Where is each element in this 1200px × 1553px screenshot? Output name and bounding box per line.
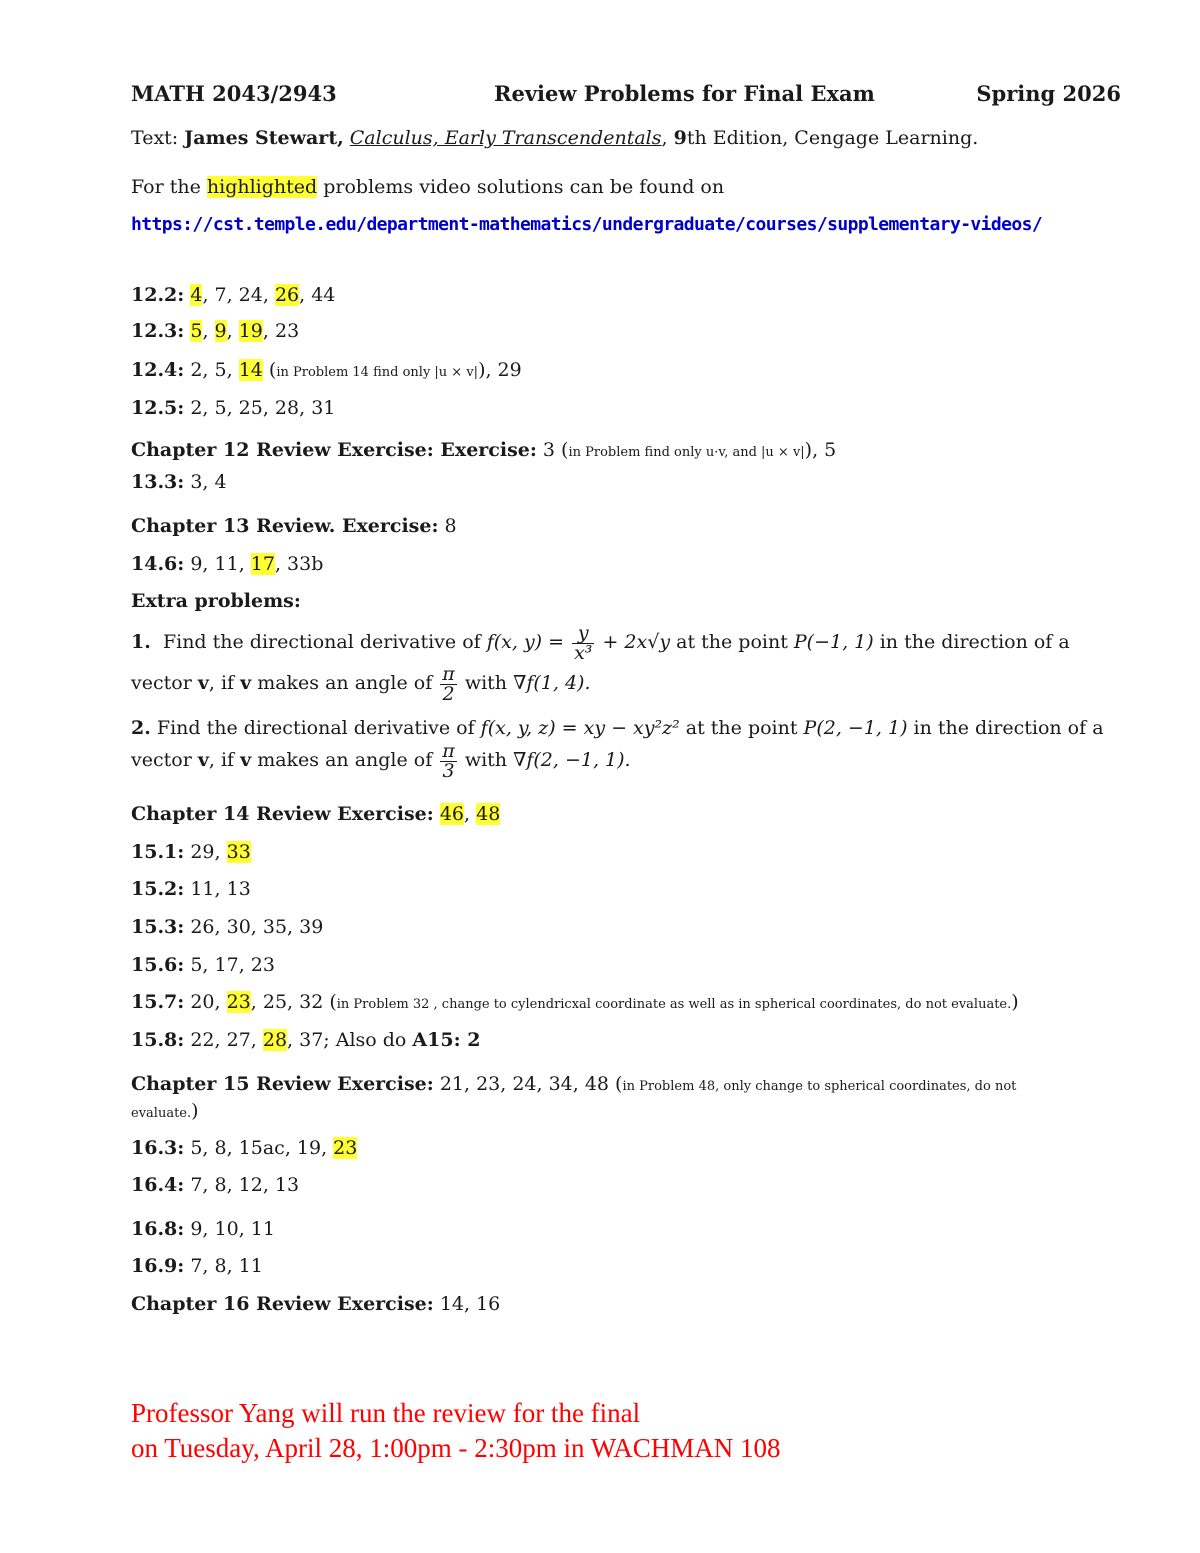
chapter-14-review: Chapter 14 Review Exercise: 46, 48: [131, 803, 501, 825]
section-12-2: 12.2: 4, 7, 24, 26, 44: [131, 284, 336, 306]
review-announcement-line1: Professor Yang will run the review for the final: [131, 1398, 641, 1428]
extra-problem-1-line1: 1. Find the directional derivative of f(x, y) = $\frac{y}{\text{x³}}$ + 2x√y at the point P(−1, 1) in the direction of a: [131, 621, 1070, 664]
review-announcement-line2: on Tuesday, April 28, 1:00pm - 2:30pm in WACHMAN 108: [131, 1433, 781, 1463]
chapter-15-review: Chapter 15 Review Exercise: 21, 23, 24, 34, 48 (in Problem 48, only change to spherical coordinates, do not: [131, 1073, 1017, 1095]
section-16-4: 16.4: 7, 8, 12, 13: [131, 1174, 300, 1196]
angle-fraction: $\frac{\pi}{2}$: [442, 662, 455, 705]
angle-fraction: $\frac{\pi}{3}$: [442, 739, 455, 782]
chapter-15-review-cont: evaluate.): [131, 1100, 199, 1122]
section-16-8: 16.8: 9, 10, 11: [131, 1218, 275, 1240]
textbook-title: Calculus, Early Transcendentals: [349, 127, 662, 149]
section-12-4: 12.4: 2, 5, 14 (in Problem 14 find only |u × v|), 29: [131, 359, 522, 381]
course-title: MATH 2043/2943: [131, 81, 337, 106]
highlight-sample: highlighted: [206, 176, 318, 198]
chapter-13-review: Chapter 13 Review. Exercise: 8: [131, 515, 457, 537]
section-15-3: 15.3: 26, 30, 35, 39: [131, 916, 324, 938]
chapter-16-review: Chapter 16 Review Exercise: 14, 16: [131, 1293, 501, 1315]
extra-problems-heading: Extra problems:: [131, 590, 301, 612]
extra-problem-1-line2: vector v, if v makes an angle of $\frac{\pi}{2}$ with ∇f(1, 4).: [131, 662, 591, 705]
term-label: Spring 2026: [976, 81, 1121, 106]
section-15-7: 15.7: 20, 23, 25, 32 (in Problem 32 , change to cylendricxal coordinate as well as in spherical coordinates, do not evaluate.): [131, 991, 1019, 1013]
intro-line: For the highlighted problems video solutions can be found on: [131, 176, 725, 198]
section-15-8: 15.8: 22, 27, 28, 37; Also do A15: 2: [131, 1029, 481, 1051]
extra-problem-2-line1: 2. Find the directional derivative of f(x, y, z) = xy − xy²z² at the point P(2, −1, 1) in the direction of a: [131, 717, 1104, 739]
section-15-2: 15.2: 11, 13: [131, 878, 251, 900]
textbook-author: James Stewart,: [184, 127, 344, 149]
section-16-9: 16.9: 7, 8, 11: [131, 1255, 263, 1277]
chapter-12-review: Chapter 12 Review Exercise: Exercise: 3 (in Problem find only u·v, and |u × v|), 5: [131, 439, 837, 461]
section-13-3: 13.3: 3, 4: [131, 471, 227, 493]
section-15-6: 15.6: 5, 17, 23: [131, 954, 275, 976]
textbook-line: Text: James Stewart, Calculus, Early Transcendentals, 9th Edition, Cengage Learning.: [131, 127, 979, 149]
page-header: [131, 82, 1121, 106]
extra-problem-2-line2: vector v, if v makes an angle of $\frac{\pi}{3}$ with ∇f(2, −1, 1).: [131, 739, 631, 782]
section-12-5: 12.5: 2, 5, 25, 28, 31: [131, 397, 336, 419]
fraction: $\frac{y}{\text{x³}}$: [574, 621, 593, 664]
section-16-3: 16.3: 5, 8, 15ac, 19, 23: [131, 1137, 358, 1159]
section-14-6: 14.6: 9, 11, 17, 33b: [131, 553, 324, 575]
section-15-1: 15.1: 29, 33: [131, 841, 251, 863]
video-solutions-link[interactable]: https://cst.temple.edu/department-mathematics/undergraduate/courses/supplementary-videos/: [131, 214, 1043, 235]
section-12-3: 12.3: 5, 9, 19, 23: [131, 320, 300, 342]
exam-title: Review Problems for Final Exam: [494, 81, 875, 106]
